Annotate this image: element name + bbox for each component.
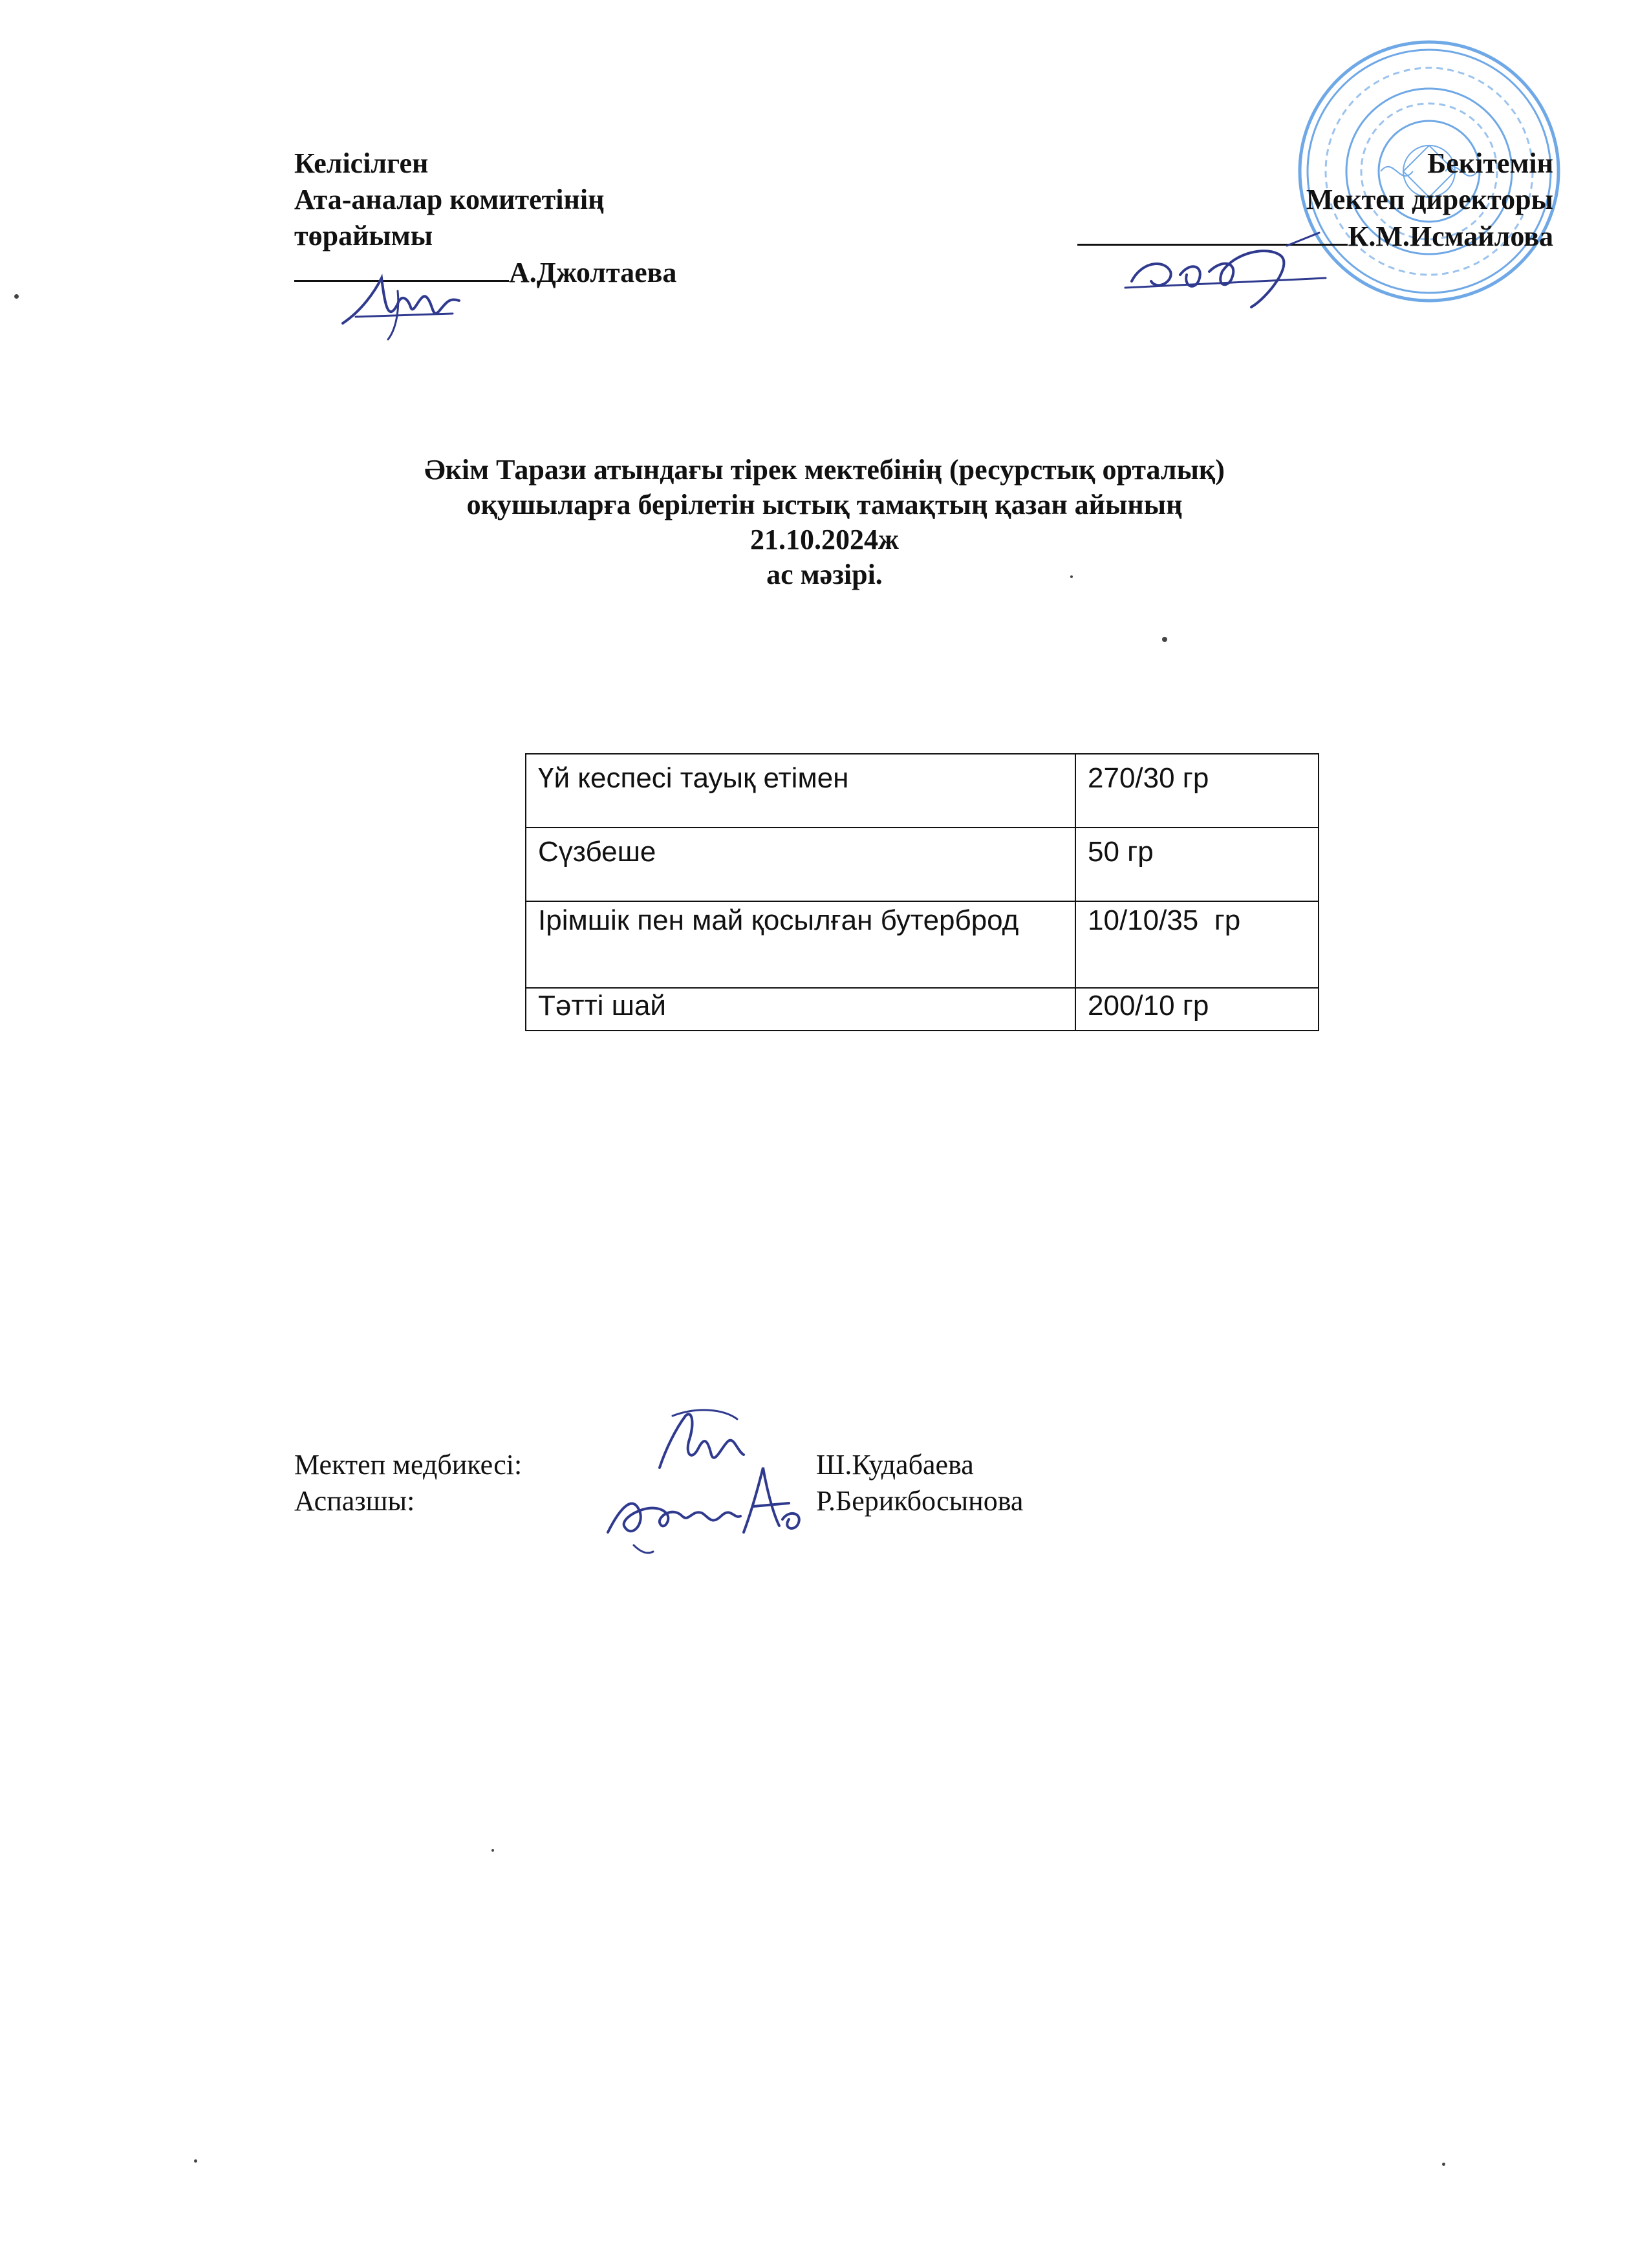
approve-role: Мектеп директоры: [1306, 184, 1553, 215]
document-title: [0, 453, 1649, 592]
agreed-role: төрайымы: [294, 220, 433, 251]
cook-label: Аспазшы:: [294, 1485, 415, 1517]
title-line-2: оқушыларға берілетін ыстық тамақтың қазан айының: [466, 489, 1183, 520]
nurse-label: Мектеп медбикесі:: [294, 1449, 523, 1481]
table-row: [526, 988, 1319, 1031]
cook-signature: [595, 1455, 815, 1558]
menu-table: [525, 753, 1319, 1031]
agreed-committee: Ата-аналар комитетінің: [294, 184, 605, 215]
table-row: [526, 901, 1319, 988]
menu-item-name: Тәтті шай: [526, 988, 1075, 1031]
agreed-name: А.Джолтаева: [509, 257, 677, 288]
title-line-4: ас мәзірі.: [766, 559, 883, 590]
menu-item-amount: 200/10 гр: [1075, 988, 1319, 1031]
scan-speck: [1442, 2163, 1445, 2166]
menu-item-name: Сүзбеше: [526, 828, 1075, 901]
menu-item-amount: 270/30 гр: [1075, 754, 1319, 828]
table-row: [526, 754, 1319, 828]
scan-speck: [491, 1849, 494, 1852]
menu-item-amount: 10/10/35 гр: [1075, 901, 1319, 988]
menu-item-amount: 50 гр: [1075, 828, 1319, 901]
nurse-name: Ш.Кудабаева: [816, 1449, 974, 1481]
cook-name: Р.Берикбосынова: [816, 1485, 1024, 1517]
approve-heading: Бекітемін: [1427, 147, 1553, 179]
title-line-3-date: 21.10.2024ж: [750, 524, 899, 555]
scan-speck: [1162, 637, 1167, 642]
scan-speck: [14, 294, 19, 299]
director-signature: [1119, 226, 1332, 310]
table-row: [526, 828, 1319, 901]
approve-name: К.М.Исмайлова: [1348, 220, 1553, 252]
title-line-1: Әкім Тарази атындағы тірек мектебінің (ресурстық орталық): [424, 454, 1225, 486]
menu-item-name: Үй кеспесі тауық етімен: [526, 754, 1075, 828]
scan-speck: [194, 2159, 197, 2163]
menu-item-name: Ірімшік пен май қосылған бутерброд: [526, 901, 1075, 988]
agreed-heading: Келісілген: [294, 147, 429, 179]
chair-signature: [336, 265, 466, 343]
